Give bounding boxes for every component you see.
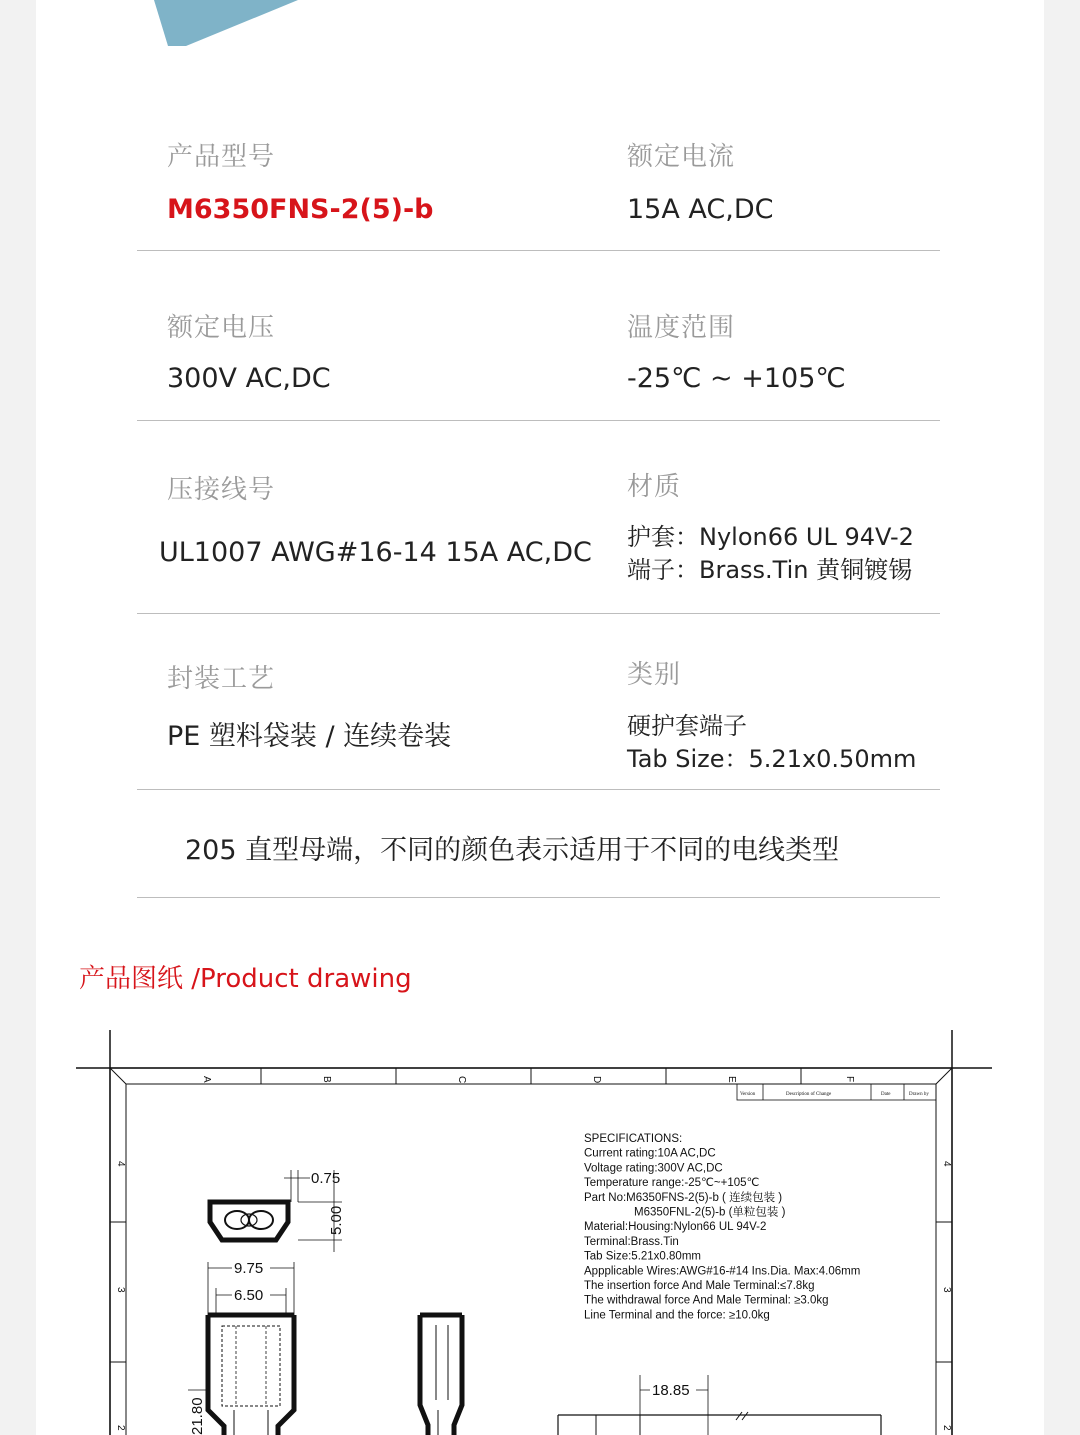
spec-line: Terminal:Brass.Tin <box>584 1235 679 1248</box>
model-label: 产品型号 <box>167 142 276 172</box>
revision-header-date: Date <box>881 1092 891 1097</box>
material-housing: 护套：Nylon66 UL 94V-2 <box>627 523 914 551</box>
col-label-c: C <box>456 1076 467 1084</box>
spec-line: Current rating:10A AC,DC <box>584 1147 716 1160</box>
material-label: 材质 <box>627 472 682 502</box>
spec-line: Line Terminal and the force: ≥10.0kg <box>584 1309 770 1322</box>
rated-current-label: 额定电流 <box>627 142 736 172</box>
row-label-3-right: 3 <box>941 1287 952 1293</box>
spec-note-row <box>137 790 940 898</box>
section-title: 产品图纸 /Product drawing <box>79 964 412 994</box>
dim-21-80: 21.80 <box>189 1397 206 1435</box>
row-label-4-left: 4 <box>115 1161 126 1167</box>
rated-voltage-value: 300V AC,DC <box>167 363 331 394</box>
material-terminal: 端子：Brass.Tin 黄铜镀锡 <box>627 556 913 584</box>
product-photo-fragment <box>36 0 336 50</box>
spec-line: SPECIFICATIONS: <box>584 1133 683 1145</box>
spec-line: The withdrawal force And Male Terminal: ≥3.0kg <box>584 1294 829 1307</box>
col-label-d: D <box>591 1076 602 1084</box>
product-drawing <box>36 1030 1044 1435</box>
terminal-front-view <box>208 1315 294 1435</box>
spec-line: M6350FNL-2(5)-b (单粒包装 ) <box>634 1206 786 1219</box>
rated-current-value: 15A AC,DC <box>627 194 774 225</box>
wire-gauge-label: 压接线号 <box>167 475 276 505</box>
dim-6-50: 6.50 <box>234 1287 264 1304</box>
packaging-label: 封装工艺 <box>167 664 276 694</box>
model-value: M6350FNS-2(5)-b <box>167 194 434 225</box>
category-type: 硬护套端子 <box>627 712 747 740</box>
spec-line: Temperature range:-25℃~+105℃ <box>584 1177 760 1190</box>
product-note: 205 直型母端，不同的颜色表示适用于不同的电线类型 <box>185 835 840 866</box>
row-label-3-left: 3 <box>115 1287 126 1293</box>
col-label-f: F <box>844 1076 855 1083</box>
row-label-4-right: 4 <box>941 1161 952 1167</box>
spec-line: Voltage rating:300V AC,DC <box>584 1162 723 1175</box>
revision-header-version: Version <box>740 1092 756 1097</box>
temperature-range-label: 温度范围 <box>627 313 736 343</box>
category-tab-size: Tab Size：5.21x0.50mm <box>627 745 917 773</box>
spec-line: Part No:M6350FNS-2(5)-b ( 连续包装 ) <box>584 1191 783 1204</box>
product-page <box>36 0 1044 1435</box>
spec-row-2 <box>137 251 940 421</box>
col-label-a: A <box>201 1076 212 1083</box>
col-label-e: E <box>726 1076 737 1083</box>
terminal-end-view <box>210 1202 288 1240</box>
category-label: 类别 <box>627 660 682 690</box>
drawing-specifications <box>584 1133 860 1321</box>
spec-row-3 <box>137 421 940 614</box>
temperature-range-value: -25℃ ~ +105℃ <box>627 363 846 394</box>
rated-voltage-label: 额定电压 <box>167 313 276 343</box>
dim-18-85: 18.85 <box>652 1382 690 1399</box>
dim-0-75: 0.75 <box>311 1170 341 1187</box>
terminal-top-view <box>558 1375 881 1435</box>
revision-table <box>737 1084 936 1100</box>
revision-header-drawn: Drawn by <box>909 1092 929 1097</box>
col-label-b: B <box>321 1076 332 1083</box>
dim-5-00: 5.00 <box>328 1205 345 1235</box>
row-label-2-right: 2 <box>941 1425 952 1431</box>
spec-line: Appplicable Wires:AWG#16-#14 Ins.Dia. Max:4.06mm <box>584 1265 861 1278</box>
spec-line: Material:Housing:Nylon66 UL 94V-2 <box>584 1221 767 1234</box>
spec-line: Tab Size:5.21x0.80mm <box>584 1250 701 1263</box>
packaging-value: PE 塑料袋装 / 连续卷装 <box>167 721 452 752</box>
dim-9-75: 9.75 <box>234 1260 264 1277</box>
revision-header-description: Description of Change <box>786 1092 832 1097</box>
wire-gauge-value: UL1007 AWG#16-14 15A AC,DC <box>159 537 592 568</box>
spec-line: The insertion force And Male Terminal:≤7.8kg <box>584 1280 815 1292</box>
terminal-side-view <box>420 1315 462 1435</box>
row-label-2-left: 2 <box>115 1425 126 1431</box>
spec-row-4 <box>137 614 940 790</box>
spec-row-1 <box>137 110 940 251</box>
